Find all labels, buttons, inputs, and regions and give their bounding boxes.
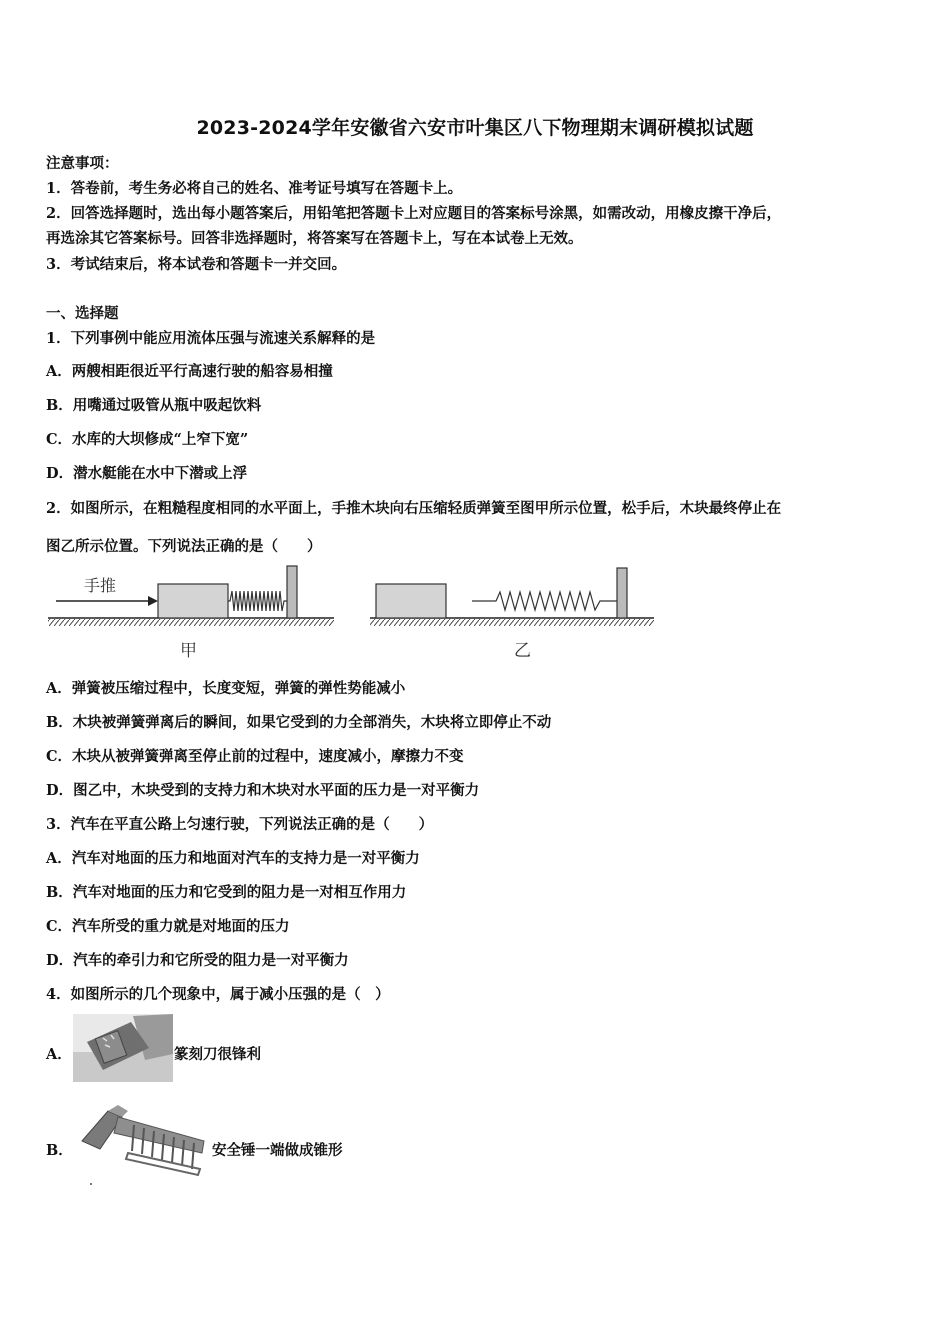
- safety-hammer-photo: [78, 1103, 210, 1187]
- option-text: D．汽车的牵引力和它所受的阻力是一对平衡力: [46, 952, 349, 969]
- seal-carving-knife-photo: [73, 1014, 173, 1082]
- compressed-spring: [228, 591, 287, 611]
- push-label: 手推: [84, 576, 117, 595]
- spring-block-figure: [44, 560, 664, 664]
- notice-item: 1．答卷前，考生务必将自己的姓名、准考证号填写在答题卡上。: [46, 180, 463, 197]
- notice-item: 2．回答选择题时，选出每小题答案后，用铅笔把答题卡上对应题目的答案标号涂黑，如需改动，用橡皮擦干净后，: [46, 205, 782, 222]
- arrow-icon: [148, 596, 158, 606]
- exam-title: 2023-2024学年安徽省六安市叶集区八下物理期末调研模拟试题: [196, 117, 754, 139]
- wooden-block: [158, 584, 228, 618]
- option-text: A．汽车对地面的压力和地面对汽车的支持力是一对平衡力: [46, 850, 420, 867]
- figure-yi: [370, 568, 654, 661]
- figure-jia: [48, 566, 334, 661]
- option-text: 安全锤一端做成锥形: [212, 1142, 343, 1159]
- option-text: A．两艘相距很近平行高速行驶的船容易相撞: [46, 363, 333, 380]
- relaxed-spring: [472, 592, 617, 610]
- question-stem: 1．下列事例中能应用流体压强与流速关系解释的是: [46, 330, 376, 347]
- question-stem: 4．如图所示的几个现象中，属于减小压强的是（ ）: [46, 986, 390, 1003]
- figure-caption: 乙: [514, 641, 531, 661]
- figure-caption: 甲: [180, 641, 197, 661]
- wall: [287, 566, 297, 618]
- option-text: A．弹簧被压缩过程中，长度变短，弹簧的弹性势能减小: [46, 680, 406, 697]
- notice-item: 3．考试结束后，将本试卷和答题卡一并交回。: [46, 256, 347, 273]
- question-stem: 2．如图所示，在粗糙程度相同的水平面上，手推木块向右压缩轻质弹簧至图甲所示位置，松手后，木块最终停止在: [46, 500, 782, 517]
- wooden-block: [376, 584, 446, 618]
- option-text: C．汽车所受的重力就是对地面的压力: [46, 918, 290, 935]
- option-text: B．汽车对地面的压力和它受到的阻力是一对相互作用力: [46, 884, 407, 901]
- option-text: C．木块从被弹簧弹离至停止前的过程中，速度减小，摩擦力不变: [46, 748, 464, 765]
- notice-heading: 注意事项：: [46, 155, 119, 172]
- question-stem: 图乙所示位置。下列说法正确的是（ ）: [46, 538, 322, 555]
- option-text: C．水库的大坝修成“上窄下宽”: [46, 431, 249, 448]
- question-stem: 3．汽车在平直公路上匀速行驶，下列说法正确的是（ ）: [46, 816, 434, 833]
- option-text: 篆刻刀很锋利: [174, 1046, 261, 1063]
- option-text: B．用嘴通过吸管从瓶中吸起饮料: [46, 397, 262, 414]
- option-label: A．: [46, 1046, 72, 1063]
- section-heading: 一、选择题: [46, 305, 119, 322]
- option-label: B．: [46, 1142, 73, 1159]
- wall: [617, 568, 627, 618]
- option-text: D．图乙中，木块受到的支持力和木块对水平面的压力是一对平衡力: [46, 782, 480, 799]
- option-text: D．潜水艇能在水中下潜或上浮: [46, 465, 248, 482]
- notice-item: 再选涂其它答案标号。回答非选择题时，将答案写在答题卡上，写在本试卷上无效。: [46, 230, 583, 247]
- option-text: B．木块被弹簧弹离后的瞬间，如果它受到的力全部消失，木块将立即停止不动: [46, 714, 552, 731]
